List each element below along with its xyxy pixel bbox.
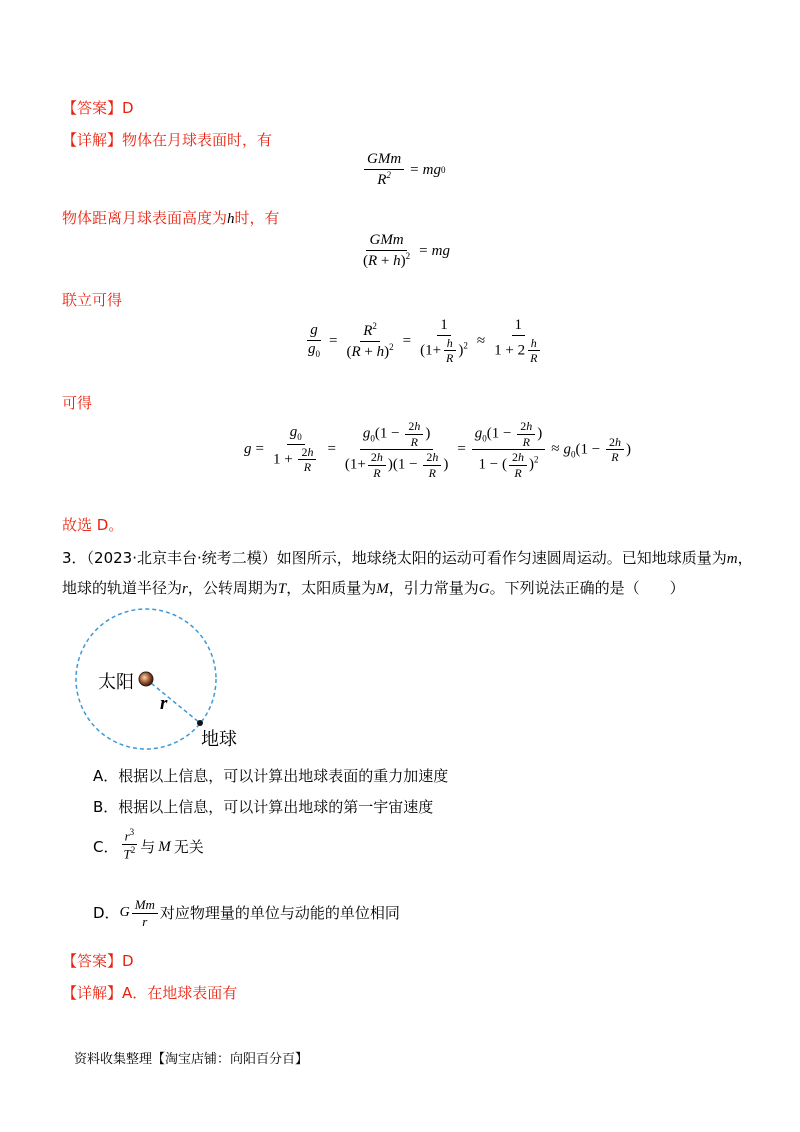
radius-label: r: [160, 693, 168, 714]
question-text: 地球的轨道半径为: [62, 579, 183, 597]
q2-detail-line1: [62, 130, 272, 150]
option-a: [93, 766, 448, 786]
equation-surface: $\frac{\text{GMm}}{R^2}$ = mg 0: [362, 152, 445, 189]
detail-tag: 【详解】: [62, 984, 123, 1002]
q3-stem-line2: [62, 578, 685, 599]
detail-text: 物体距离月球表面高度为: [62, 209, 228, 227]
detail-text: A．在地球表面有: [122, 984, 238, 1002]
q2-answer: [62, 98, 134, 118]
equation-ratio: $\frac{g}{g_0}$ = $\frac{R^2}{(R + h)^2}$ = 1 (1+ $\frac{h}{R}$ )$^2$ ≈ 1 1 + 2 $\frac{h}{R}$: [303, 318, 547, 365]
q2-detail-line2: [62, 208, 280, 229]
variable-G: G: [478, 581, 490, 597]
option-label: A．: [93, 767, 119, 785]
footer-text: 资料收集整理【淘宝店铺：向阳百分百】: [74, 1052, 309, 1067]
q2-detail-line4: 可得: [62, 394, 93, 412]
option-label: C．: [93, 837, 119, 856]
variable-m: m: [726, 551, 738, 567]
q2-conclusion: 故选 D。: [62, 516, 124, 534]
option-text: 对应物理量的单位与动能的单位相同: [159, 904, 400, 923]
option-text: 无关: [173, 837, 204, 856]
q3-stem-line1: [62, 548, 753, 569]
sun-icon: [139, 672, 153, 686]
variable-M: M: [158, 838, 171, 855]
fraction-Mm-r: $\frac{Mm}{r}$: [132, 898, 158, 928]
option-d: D． G $\frac{Mm}{r}$ 对应物理量的单位与动能的单位相同: [93, 897, 400, 929]
question-source: （2023·北京丰台·统考二模）: [86, 549, 277, 567]
option-c: [93, 828, 204, 861]
earth-label: 地球: [201, 729, 237, 750]
answer-value: D: [122, 952, 134, 970]
option-text: 根据以上信息，可以计算出地球的第一宇宙速度: [118, 798, 434, 816]
option-b: [93, 797, 433, 817]
sun-label: 太阳: [98, 672, 134, 693]
answer-tag: 【答案】: [62, 952, 123, 970]
answer-value: D: [122, 99, 134, 117]
answer-tag: 【答案】: [62, 99, 123, 117]
question-text: ，: [737, 549, 753, 567]
detail-text: 物体在月球表面时，有: [122, 131, 273, 149]
question-text: ，公转周期为: [187, 579, 278, 597]
option-text: 与: [140, 837, 156, 856]
option-label: B．: [93, 798, 119, 816]
radius-line: [146, 679, 200, 723]
q3-detail: [62, 983, 237, 1003]
option-label: D．: [93, 904, 120, 923]
question-number: 3．: [62, 549, 87, 567]
variable-h: h: [227, 211, 235, 227]
fraction-r3-T2: $\frac{r^3}{T^2}$: [123, 827, 136, 862]
question-text: ，太阳质量为: [286, 579, 377, 597]
variable-T: T: [277, 581, 287, 597]
equation-result: g = $g_0$ 1 + $\frac{2h}{R}$ = $g_0(1$ − $\frac{2h}{R}$ ) (1+ $\frac{2h}{R}$ )(1 − $\frac{2h}{R}$ ) = $g_0(1$ − $\frac{2h}{R}$ ) 1 − ( $\frac{2h}{R}$ )$^2$ ≈ $g_0(1$ − $\frac{2h}{R}$ ): [244, 419, 631, 480]
q3-answer: [62, 951, 134, 971]
question-text: 。下列说法正确的是（ ）: [489, 579, 685, 597]
q2-detail-line3: 联立可得: [62, 291, 123, 309]
detail-text: 时，有: [234, 209, 280, 227]
equation-height: $\frac{\text{GMm}}{(R + h)^2}$ = mg: [363, 232, 450, 269]
detail-tag: 【详解】: [62, 131, 123, 149]
variable-M: M: [376, 581, 389, 597]
question-text: ，引力常量为: [388, 579, 479, 597]
option-text: 根据以上信息，可以计算出地球表面的重力加速度: [118, 767, 449, 785]
variable-r: r: [182, 581, 188, 597]
question-text: 如图所示，地球绕太阳的运动可看作匀速圆周运动。已知地球质量为: [276, 549, 727, 567]
